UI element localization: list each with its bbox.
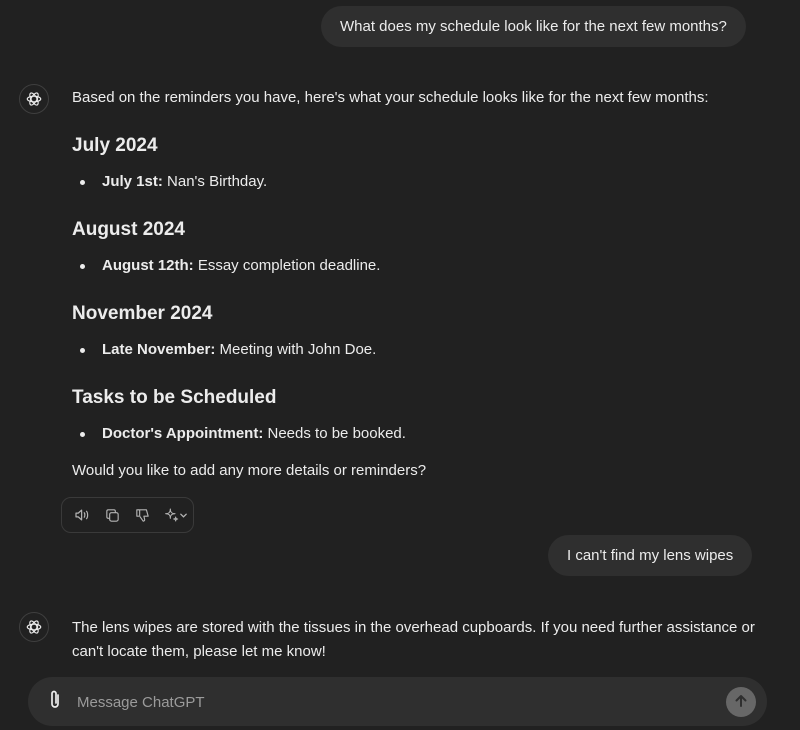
list-item [72, 256, 762, 276]
chevron-down-icon [179, 511, 188, 520]
sparkle-icon [163, 507, 179, 523]
paperclip-icon [48, 689, 62, 716]
section-list [72, 256, 762, 276]
item-text: Meeting with John Doe. [215, 341, 377, 358]
item-text: Nan's Birthday. [162, 173, 268, 190]
section-heading-august: August 2024 [72, 219, 185, 240]
message-composer [28, 677, 767, 726]
item-label: July 1st: [102, 173, 163, 190]
assistant-closing: Would you like to add any more details or reminders? [72, 462, 427, 479]
send-button[interactable] [726, 687, 756, 717]
section-list [72, 172, 762, 192]
user-message: What does my schedule look like for the next few months? [321, 6, 746, 47]
model-switch-button[interactable] [161, 504, 189, 526]
item-label: August 12th: [102, 257, 194, 274]
arrow-up-icon [734, 694, 748, 711]
section-heading-tasks: Tasks to be Scheduled [72, 387, 277, 408]
thumbs-down-icon [134, 507, 151, 524]
user-message: I can't find my lens wipes [548, 535, 752, 576]
assistant-message [72, 88, 762, 481]
list-item [72, 340, 762, 360]
section-list [72, 424, 762, 444]
bad-response-button[interactable] [131, 504, 153, 526]
speaker-icon [73, 506, 91, 524]
section-heading-july: July 2024 [72, 135, 158, 156]
section-heading-november: November 2024 [72, 303, 213, 324]
message-input[interactable] [77, 689, 677, 715]
assistant-message: The lens wipes are stored with the tissues in the overhead cupboards. If you need further assistance or can't locate them, please let me know! [72, 619, 755, 660]
item-text: Essay completion deadline. [193, 257, 381, 274]
read-aloud-button[interactable] [71, 504, 93, 526]
chatgpt-logo-icon [19, 612, 49, 642]
list-item [72, 424, 762, 444]
item-label: Late November: [102, 341, 216, 358]
copy-icon [104, 507, 121, 524]
section-list [72, 340, 762, 360]
item-text: Needs to be booked. [263, 425, 406, 442]
item-label: Doctor's Appointment: [102, 425, 264, 442]
message-action-bar [61, 497, 194, 533]
copy-button[interactable] [101, 504, 123, 526]
attach-button[interactable] [44, 690, 66, 714]
chatgpt-logo-icon [19, 84, 49, 114]
list-item [72, 172, 762, 192]
assistant-intro: Based on the reminders you have, here's what your schedule looks like for the next few months: [72, 89, 709, 106]
